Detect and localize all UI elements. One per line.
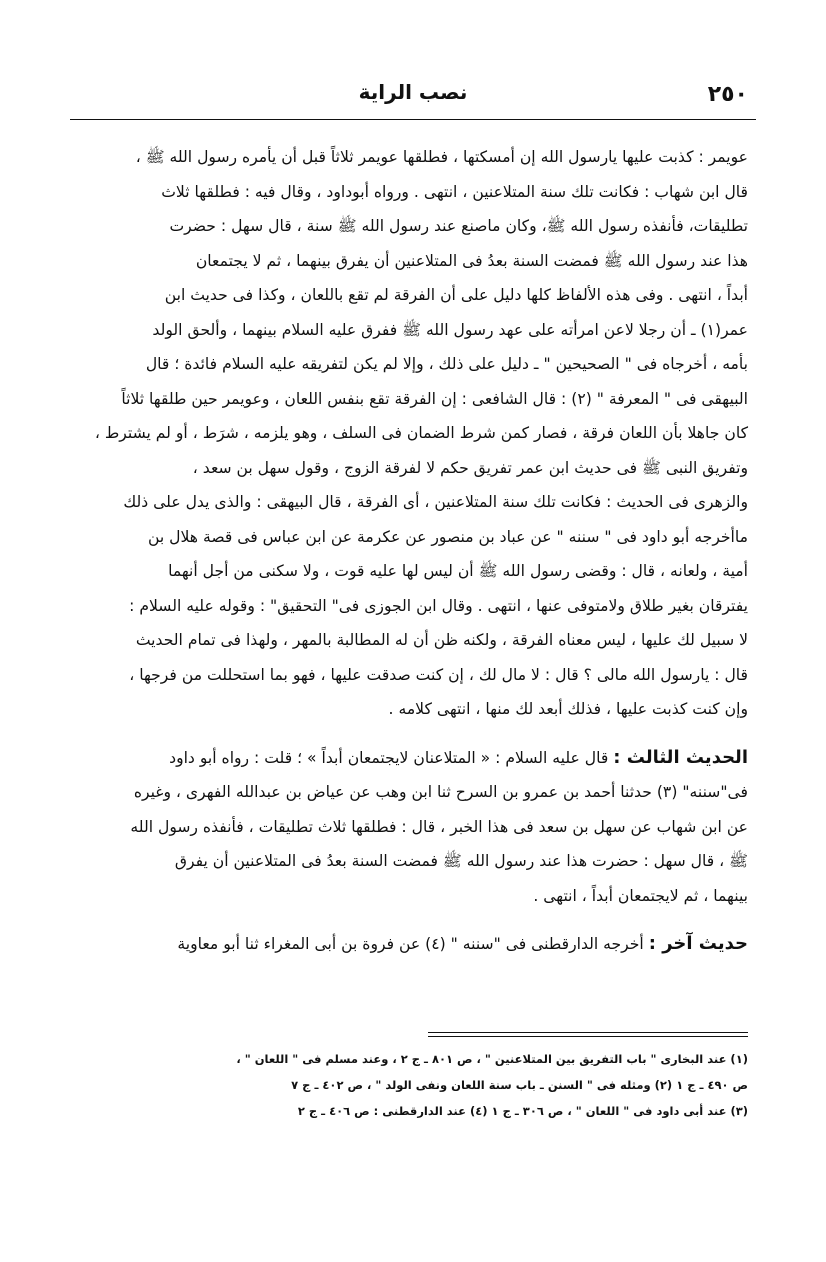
text-line: ماأخرجه أبو داود فى " سننه " عن عباد بن منصور عن عكرمة عن ابن عباس فى قصة هلال بن — [147, 527, 748, 546]
text-line: كان جاهلا بأن اللعان فرقة ، فصار كمن شرط الضمان فى السلف ، وهو يلزمه ، شرَط ، أو لم يشترط ، — [94, 424, 748, 442]
text-line: قال : يارسول الله مالى ؟ قال : لا مال لك ، إن كنت صدقت عليها ، فهو بما استحللت من فرجها ، — [129, 665, 748, 684]
text-line: تطليقات، فأنفذه رسول الله ﷺ، وكان ماصنع عند رسول الله ﷺ سنة ، قال سهل : حضرت — [169, 217, 748, 235]
text-line: عمر(١) ـ أن رجلا لاعن امرأته على عهد رسول الله ﷺ ففرق عليه السلام بينهما ، وألحق الولد — [152, 320, 748, 339]
footnotes — [78, 1046, 748, 1124]
text-line-rest: قال عليه السلام : « المتلاعنان لايجتمعان أبداً » ؛ قلت : رواه أبو داود — [169, 748, 609, 767]
header-divider — [70, 119, 756, 120]
main-text — [78, 140, 748, 962]
text-line: فى"سننه" (٣) حدثنا أحمد بن عمرو بن السرح ثنا ابن وهب عن عياض بن عبدالله الفهرى ، وغيره — [133, 783, 748, 801]
text-line: بينهما ، ثم لايجتمعان أبداً ، انتهى . — [533, 886, 748, 905]
text-line: والزهرى فى الحديث : فكانت تلك سنة المتلاعنين ، أى الفرقة ، قال البيهقى : والذى يدل على ذلك — [123, 493, 748, 511]
text-line: عن ابن شهاب عن سهل بن سعد فى هذا الخبر ، قال : فطلقها ثلاث تطليقات ، فأنفذه رسول الله — [130, 817, 748, 836]
book-title: نصب الراية — [358, 80, 468, 104]
page-number: ٢٥٠ — [707, 82, 748, 107]
footnote-divider — [428, 1032, 748, 1033]
text-line: وإن كنت كذبت عليها ، فذلك أبعد لك منها ، انتهى كلامه . — [388, 700, 748, 718]
text-line — [78, 741, 748, 776]
footnote-divider — [428, 1036, 748, 1037]
text-line: عويمر : كذبت عليها يارسول الله إن أمسكتها ، فطلقها عويمر ثلاثاً قبل أن يأمره رسول الله ﷺ ، — [135, 148, 748, 166]
text-line: هذا عند رسول الله ﷺ فمضت السنة بعدُ فى المتلاعنين أن يفرق بينهما ، ثم لا يجتمعان — [195, 251, 748, 270]
section-heading: الحديث الثالث : — [613, 746, 748, 768]
text-line: قال ابن شهاب : فكانت تلك سنة المتلاعنين ، انتهى . ورواه أبوداود ، وقال فيه : فطلقها ثلاث — [161, 182, 748, 201]
text-line: ﷺ ، قال سهل : حضرت هذا عند رسول الله ﷺ فمضت السنة بعدُ فى المتلاعنين أن يفرق — [174, 852, 748, 870]
text-line: أبداً ، انتهى . وفى هذه الألفاظ كلها دليل على أن الفرقة لم تقع باللعان ، وكذا فى حديث ابن — [164, 286, 748, 304]
text-line: يفترقان بغير طلاق ولامتوفى عنها ، انتهى . وقال ابن الجوزى فى" التحقيق" : وقوله عليه السلام : — [129, 596, 748, 615]
text-line: أمية ، ولعانه ، قال : وقضى رسول الله ﷺ أن ليس لها عليه قوت ، ولا سكنى من أجل أنهما — [168, 562, 748, 580]
text-line: البيهقى فى " المعرفة " (٢) : قال الشافعى : إن الفرقة تقع بنفس اللعان ، وعويمر حين طلقها ثلاثاً — [121, 389, 748, 408]
footnote-line: ص ٤٩٠ ـ ج ١ (٢) ومثله فى " السنن ـ باب سنة اللعان ونفى الولد " ، ص ٤٠٢ ـ ج ٧ — [291, 1078, 748, 1092]
text-line-rest: أخرجه الدارقطنى فى "سننه " (٤) عن فروة بن أبى المغراء ثنا أبو معاوية — [177, 935, 644, 953]
text-line: وتفريق النبى ﷺ فى حديث ابن عمر تفريق حكم لا لفرقة الزوج ، وقول سهل بن سعد ، — [192, 458, 748, 477]
text-line — [78, 927, 748, 962]
text-line: بأمه ، أخرجاه فى " الصحيحين " ـ دليل على ذلك ، وإلا لم يكن لتفريقه عليه السلام فائدة ؛ قال — [145, 355, 748, 373]
page-header — [70, 80, 756, 110]
footnote-line: (١) عند البخارى " باب التفريق بين المتلاعنين " ، ص ٨٠١ ـ ج ٢ ، وعند مسلم فى " اللعان " ، — [236, 1052, 748, 1066]
footnote-line: (٣) عند أبى داود فى " اللعان " ، ص ٣٠٦ ـ ج ١ (٤) عند الدارقطنى : ص ٤٠٦ ـ ج ٢ — [297, 1104, 748, 1118]
section-heading: حديث آخر : — [648, 933, 748, 954]
text-line: لا سبيل لك عليها ، ليس معناه الفرقة ، ولكنه ظن أن له المطالبة بالمهر ، ولهذا فى تمام الحديث — [135, 631, 748, 649]
